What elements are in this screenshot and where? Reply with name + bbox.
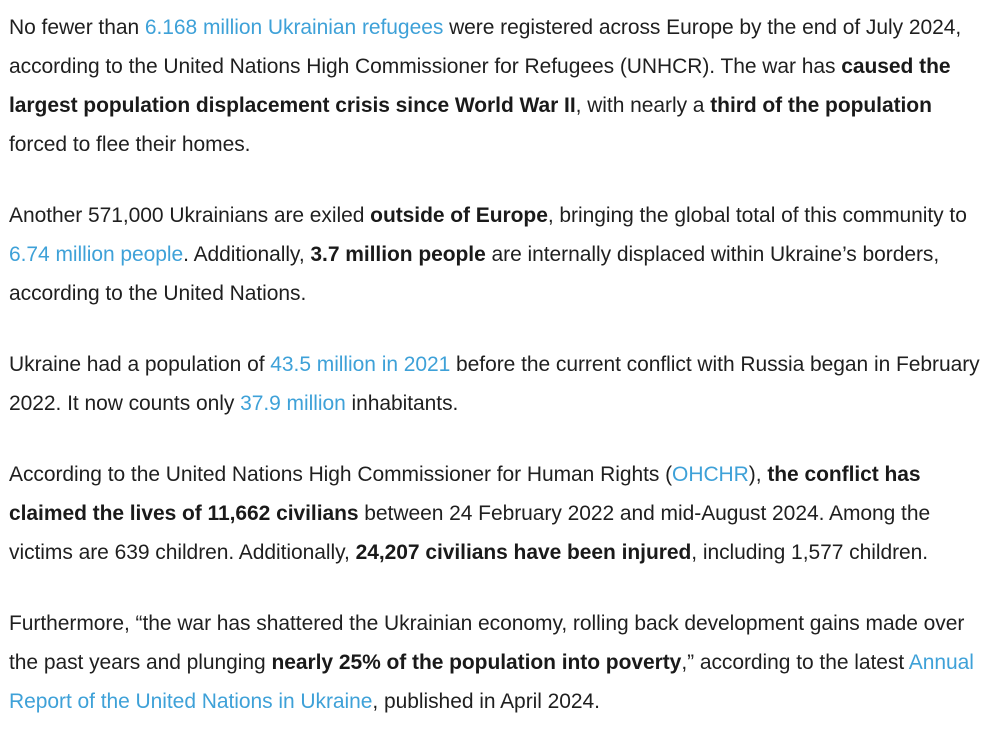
- link-435-million-2021[interactable]: 43.5 million in 2021: [270, 353, 451, 376]
- text-segment: Another 571,000 Ukrainians are exiled: [9, 204, 371, 227]
- text-segment: . Additionally,: [183, 243, 311, 266]
- text-segment: No fewer than: [9, 16, 145, 39]
- text-segment: , including 1,577 children.: [691, 541, 929, 564]
- text-segment: , bringing the global total of this community to: [547, 204, 967, 227]
- paragraph-refugees: [9, 8, 980, 164]
- bold-outside-europe: outside of Europe: [370, 204, 548, 227]
- bold-displacement-crisis: caused the largest population displacement crisis since World War II: [9, 55, 951, 117]
- paragraph-casualties: [9, 455, 980, 572]
- bold-37-million-people: 3.7 million people: [310, 243, 486, 266]
- text-segment: between 24 February 2022 and mid-August 2024. Among the victims are 639 children. Additionally,: [9, 502, 931, 564]
- bold-civilians-killed: the conflict has claimed the lives of 11,662 civilians: [9, 463, 921, 525]
- text-segment: According to the United Nations High Commissioner for Human Rights (: [9, 463, 673, 486]
- paragraph-population: [9, 345, 980, 423]
- bold-third-of-population: third of the population: [710, 94, 932, 117]
- link-379-million[interactable]: 37.9 million: [240, 392, 346, 415]
- text-segment: were registered across Europe by the end of July 2024, according to the United Nations High Commissioner for Refugees (UNHCR). The war has: [9, 16, 962, 78]
- link-refugees-6168-million[interactable]: 6.168 million Ukrainian refugees: [144, 16, 444, 39]
- text-segment: Furthermore, “the war has shattered the Ukrainian economy, rolling back development gains made over the past years and plunging: [9, 612, 965, 674]
- text-segment: Ukraine had a population of: [9, 353, 271, 376]
- link-674-million-people[interactable]: 6.74 million people: [9, 243, 184, 266]
- text-segment: inhabitants.: [345, 392, 459, 415]
- link-ohchr[interactable]: OHCHR: [672, 463, 749, 486]
- text-segment: ,” according to the latest: [681, 651, 909, 674]
- bold-poverty: nearly 25% of the population into poverty: [271, 651, 682, 674]
- text-segment: forced to flee their homes.: [9, 133, 251, 156]
- paragraph-economy: [9, 604, 980, 721]
- text-segment: are internally displaced within Ukraine’s borders, according to the United Nations.: [9, 243, 940, 305]
- bold-civilians-injured: 24,207 civilians have been injured: [355, 541, 692, 564]
- text-segment: , with nearly a: [575, 94, 711, 117]
- text-segment: , published in April 2024.: [372, 690, 600, 713]
- text-segment: before the current conflict with Russia began in February 2022. It now counts only: [9, 353, 980, 415]
- paragraph-outside-europe: [9, 196, 980, 313]
- text-segment: ),: [748, 463, 768, 486]
- link-annual-report-un-ukraine[interactable]: Annual Report of the United Nations in Ukraine: [9, 651, 974, 713]
